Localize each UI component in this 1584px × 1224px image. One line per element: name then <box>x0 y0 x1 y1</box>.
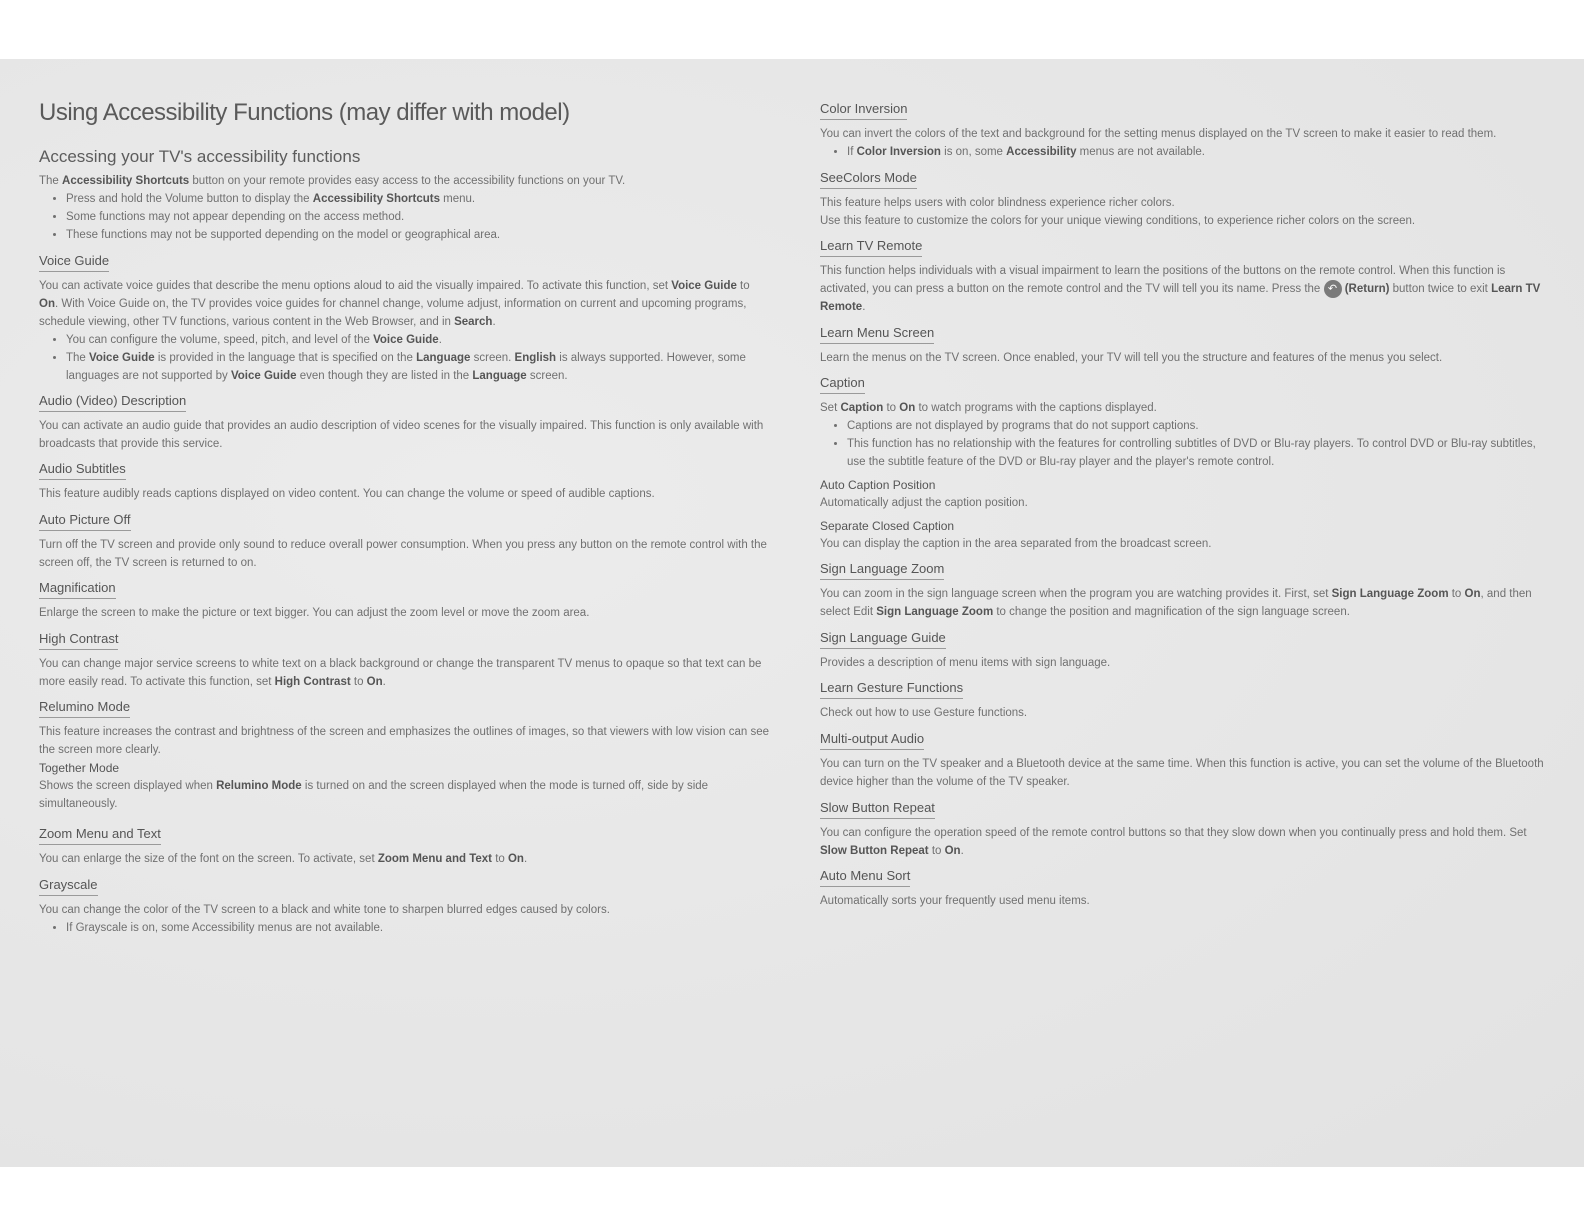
intro-list <box>39 190 769 244</box>
seecolors-section <box>820 169 1545 230</box>
list-item: • This function has no relationship with the features for controlling subtitles of DVD or Blu-ray players. To control DVD or Blu-ray subtitles, use the subtitle feature of the DVD or Blu-ray player and the player's remote control. <box>847 435 1545 471</box>
high-contrast-text: You can change major service screens to white text on a black background or change the transparent TV menus to opaque so that text can be more easily read. To activate this function, set High Contrast to On. <box>39 658 762 688</box>
auto-picture-off-heading: Auto Picture Off <box>39 512 131 531</box>
seecolors-text-2: Use this feature to customize the colors for your unique viewing conditions, to experience richer colors on the screen. <box>820 215 1416 227</box>
learn-menu-screen-text: Learn the menus on the TV screen. Once enabled, your TV will tell you the structure and features of the menus you select. <box>820 352 1443 364</box>
return-icon: ↶ <box>1324 280 1342 298</box>
zoom-menu-heading: Zoom Menu and Text <box>39 826 161 845</box>
grayscale-section <box>39 876 769 937</box>
relumino-text: This feature increases the contrast and brightness of the screen and emphasizes the outlines of images, so that viewers with low vision can see the screen more clearly. <box>39 726 769 756</box>
auto-caption-position-text: Automatically adjust the caption position. <box>820 497 1028 509</box>
learn-gesture-text: Check out how to use Gesture functions. <box>820 707 1028 719</box>
caption-list <box>820 417 1545 471</box>
sign-language-zoom-section <box>820 560 1545 621</box>
relumino-section <box>39 698 769 813</box>
section-subtitle: Accessing your TV's accessibility functions <box>39 147 361 166</box>
caption-heading: Caption <box>820 375 865 394</box>
slow-button-repeat-heading: Slow Button Repeat <box>820 800 935 819</box>
learn-gesture-section <box>820 679 1545 722</box>
auto-caption-position-heading: Auto Caption Position <box>820 478 936 492</box>
intro-block <box>39 172 769 244</box>
zoom-menu-text: You can enlarge the size of the font on the screen. To activate, set Zoom Menu and Text to On. <box>39 853 528 865</box>
together-mode-heading: Together Mode <box>39 761 120 775</box>
color-inversion-list <box>820 143 1545 161</box>
document-page <box>0 59 1584 1167</box>
high-contrast-heading: High Contrast <box>39 631 118 650</box>
multi-output-audio-section <box>820 730 1545 791</box>
learn-tv-remote-text: This function helps individuals with a visual impairment to learn the positions of the buttons on the remote control. When this function is activated, you can press a button on the remote control and the TV will tell you its name. Press the ↶ (Return) button twice to exit Learn TV Remote. <box>820 265 1541 314</box>
grayscale-heading: Grayscale <box>39 877 98 896</box>
zoom-menu-section <box>39 825 769 868</box>
voice-guide-list <box>39 331 769 385</box>
high-contrast-section <box>39 630 769 691</box>
separate-closed-caption-text: You can display the caption in the area separated from the broadcast screen. <box>820 538 1212 550</box>
auto-menu-sort-text: Automatically sorts your frequently used menu items. <box>820 895 1090 907</box>
list-item: • You can configure the volume, speed, pitch, and level of the Voice Guide. <box>66 331 769 349</box>
sign-language-zoom-text: You can zoom in the sign language screen when the program you are watching provides it. First, set Sign Language Zoom to On, and then select Edit Sign Language Zoom to change the position and magnification of the sign language screen. <box>820 588 1532 618</box>
list-item: • Some functions may not appear depending on the access method. <box>66 208 769 226</box>
grayscale-list <box>39 919 769 937</box>
color-inversion-heading: Color Inversion <box>820 101 907 120</box>
learn-menu-screen-section <box>820 324 1545 367</box>
audio-description-text: You can activate an audio guide that provides an audio description of video scenes for the visually impaired. This function is only available with broadcasts that provide this service. <box>39 420 764 450</box>
audio-description-heading: Audio (Video) Description <box>39 393 186 412</box>
magnification-text: Enlarge the screen to make the picture or text bigger. You can adjust the zoom level or move the zoom area. <box>39 607 590 619</box>
voice-guide-heading: Voice Guide <box>39 253 109 272</box>
multi-output-audio-heading: Multi-output Audio <box>820 731 924 750</box>
list-item: • If Grayscale is on, some Accessibility menus are not available. <box>66 919 769 937</box>
together-mode-text: Shows the screen displayed when Relumino Mode is turned on and the screen displayed when the mode is turned off, side by side simultaneously. <box>39 780 709 810</box>
auto-picture-off-section <box>39 511 769 572</box>
audio-description-section <box>39 392 769 453</box>
seecolors-text-1: This feature helps users with color blindness experience richer colors. <box>820 197 1175 209</box>
voice-guide-section <box>39 252 769 385</box>
list-item: • Press and hold the Volume button to display the Accessibility Shortcuts menu. <box>66 190 769 208</box>
grayscale-text: You can change the color of the TV screen to a black and white tone to sharpen blurred edges caused by colors. <box>39 904 610 916</box>
list-item: • If Color Inversion is on, some Accessibility menus are not available. <box>847 143 1545 161</box>
auto-menu-sort-section <box>820 867 1545 910</box>
audio-subtitles-text: This feature audibly reads captions displayed on video content. You can change the volume or speed of audible captions. <box>39 488 655 500</box>
learn-tv-remote-heading: Learn TV Remote <box>820 238 922 257</box>
learn-tv-remote-section <box>820 237 1545 316</box>
seecolors-heading: SeeColors Mode <box>820 170 917 189</box>
sign-language-guide-text: Provides a description of menu items with sign language. <box>820 657 1111 669</box>
slow-button-repeat-text: You can configure the operation speed of the remote control buttons so that they slow down when you continually press and hold them. Set Slow Button Repeat to On. <box>820 827 1527 857</box>
multi-output-audio-text: You can turn on the TV speaker and a Bluetooth device at the same time. When this function is active, you can set the volume of the Bluetooth device higher than the volume of the TV speaker. <box>820 758 1544 788</box>
color-inversion-section <box>820 100 1545 161</box>
magnification-section <box>39 579 769 622</box>
voice-guide-text: You can activate voice guides that describe the menu options aloud to aid the visually impaired. To activate this function, set Voice Guide to On. With Voice Guide on, the TV provides voice guides for channel change, volume adjust, information on current and upcoming programs, schedule viewing, other TV functions, various content in the Web Browser, and in Search. <box>39 280 750 328</box>
relumino-heading: Relumino Mode <box>39 699 130 718</box>
sign-language-zoom-heading: Sign Language Zoom <box>820 561 944 580</box>
list-item: • These functions may not be supported depending on the model or geographical area. <box>66 226 769 244</box>
learn-menu-screen-heading: Learn Menu Screen <box>820 325 934 344</box>
audio-subtitles-heading: Audio Subtitles <box>39 461 126 480</box>
audio-subtitles-section <box>39 460 769 503</box>
slow-button-repeat-section <box>820 799 1545 860</box>
caption-section <box>820 374 1545 553</box>
color-inversion-text: You can invert the colors of the text and background for the setting menus displayed on the TV screen to make it easier to read them. <box>820 128 1497 140</box>
page-title: Using Accessibility Functions (may differ with model) <box>39 99 570 126</box>
sign-language-guide-section <box>820 629 1545 672</box>
separate-closed-caption-heading: Separate Closed Caption <box>820 519 955 533</box>
magnification-heading: Magnification <box>39 580 116 599</box>
auto-menu-sort-heading: Auto Menu Sort <box>820 868 910 887</box>
learn-gesture-heading: Learn Gesture Functions <box>820 680 963 699</box>
list-item: • Captions are not displayed by programs that do not support captions. <box>847 417 1545 435</box>
list-item: • The Voice Guide is provided in the language that is specified on the Language screen. English is always supported. However, some languages are not supported by Voice Guide even though they are listed in the Language screen. <box>66 349 769 385</box>
auto-picture-off-text: Turn off the TV screen and provide only sound to reduce overall power consumption. When you press any button on the remote control with the screen off, the TV screen is returned to on. <box>39 539 767 569</box>
intro-text: The Accessibility Shortcuts button on your remote provides easy access to the accessibility functions on your TV. <box>39 175 626 187</box>
caption-text: Set Caption to On to watch programs with the captions displayed. <box>820 402 1157 414</box>
sign-language-guide-heading: Sign Language Guide <box>820 630 946 649</box>
